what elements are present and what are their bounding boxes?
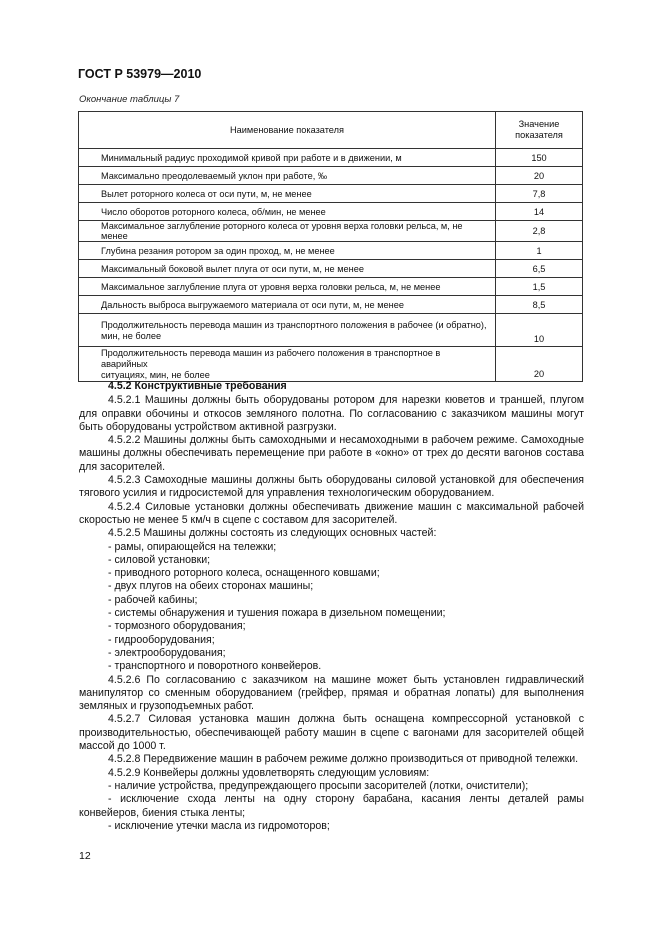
list-item: - двух плугов на обеих сторонах машины; (108, 580, 314, 593)
table-row (79, 221, 583, 242)
row-value: 20 (496, 347, 583, 382)
table-caption: Окончание таблицы 7 (79, 94, 180, 105)
page-number: 12 (79, 850, 91, 862)
row-name: Вылет роторного колеса от оси пути, м, не менее (79, 185, 496, 203)
table-row (79, 314, 583, 347)
row-name-line1: Продолжительность перевода машин из транспортного положения в рабочее (и обратно), (101, 319, 487, 330)
row-name: Дальность выброса выгружаемого материала от оси пути, м, не менее (79, 296, 496, 314)
list-item: - системы обнаружения и тушения пожара в дизельном помещении; (108, 607, 446, 620)
table-row (79, 167, 583, 185)
row-name-line2: ситуациях, мин, не более (101, 370, 210, 380)
row-value: 6,5 (496, 260, 583, 278)
row-name: Максимальный боковой вылет плуга от оси пути, м, не менее (79, 260, 496, 278)
column-header-value-line1: Значение (518, 119, 560, 129)
row-name (79, 314, 496, 347)
row-value: 10 (496, 314, 583, 347)
list-item: - исключение утечки масла из гидромоторов; (108, 819, 330, 832)
table-header-row (79, 112, 583, 149)
row-name-line1: Продолжительность перевода машин из рабочего положения в транспортное в аварийных (101, 348, 441, 369)
row-name: Максимальное заглубление плуга от уровня верха головки рельса, м, не менее (79, 278, 496, 296)
list-item: - гидрооборудования; (108, 633, 215, 646)
row-name: Глубина резания ротором за один проход, м, не менее (79, 242, 496, 260)
column-header-value-line2: показателя (515, 130, 563, 140)
list-item: - рамы, опирающейся на тележки; (108, 540, 277, 553)
paragraph: 4.5.2.6 По согласованию с заказчиком на машине может быть установлен гидравлический манипулятор со сменным оборудованием (грейфер, прямая и обратная лопаты) для выполнения земляных и грузоподъемных работ. (79, 673, 584, 713)
list-item: - тормозного оборудования; (108, 620, 246, 633)
list-item: - приводного роторного колеса, оснащенного ковшами; (108, 567, 380, 580)
table-row (79, 347, 583, 382)
table-row (79, 185, 583, 203)
document-header: ГОСТ Р 53979—2010 (78, 67, 202, 81)
row-name: Минимальный радиус проходимой кривой при работе и в движении, м (79, 149, 496, 167)
row-value: 14 (496, 203, 583, 221)
paragraph: 4.5.2.9 Конвейеры должны удовлетворять следующим условиям: (108, 766, 430, 779)
parameters-table (78, 111, 583, 382)
row-value: 1,5 (496, 278, 583, 296)
list-item: - наличие устройства, предупреждающего просыпи засорителей (лотки, очистители); (108, 779, 529, 792)
row-name: Максимально преодолеваемый уклон при работе, ‰ (79, 167, 496, 185)
paragraph: 4.5.2.1 Машины должны быть оборудованы ротором для нарезки кюветов и траншей, плугом для оправки обочины и откосов земляного полотна. По согласованию с заказчиком машины могут быть оборудованы устройством активной разгрузки. (79, 394, 584, 433)
row-name: Максимальное заглубление роторного колеса от уровня верха головки рельса, м, не менее (79, 221, 496, 242)
table-row (79, 242, 583, 260)
row-value: 150 (496, 149, 583, 167)
paragraph: 4.5.2.3 Самоходные машины должны быть оборудованы силовой установкой для обеспечения тягового усилия и гидросистемой для управления технологическим оборудованием. (79, 474, 584, 500)
table-row (79, 278, 583, 296)
paragraph: 4.5.2.7 Силовая установка машин должна быть оснащена компрессорной установкой с производительностью, обеспечивающей работу машин в сцепе с вагонами для засорителей общей массой до 1000 т. (79, 713, 584, 753)
row-value: 1 (496, 242, 583, 260)
list-item: - транспортного и поворотного конвейеров. (108, 660, 322, 673)
row-name (79, 347, 496, 382)
section-body (79, 380, 584, 833)
row-value: 2,8 (496, 221, 583, 242)
row-value: 7,8 (496, 185, 583, 203)
section-heading: 4.5.2 Конструктивные требования (108, 380, 287, 392)
row-name: Число оборотов роторного колеса, об/мин, не менее (79, 203, 496, 221)
column-header-name: Наименование показателя (79, 112, 496, 149)
table-row (79, 260, 583, 278)
list-item: - электрооборудования; (108, 646, 226, 659)
list-item: - силовой установки; (108, 553, 211, 566)
paragraph: 4.5.2.8 Передвижение машин в рабочем режиме должно производиться от приводной тележки. (108, 753, 579, 766)
row-name-line2: мин, не более (101, 330, 162, 341)
paragraph: 4.5.2.5 Машины должны состоять из следующих основных частей: (108, 527, 437, 540)
column-header-value (496, 112, 583, 149)
list-item: - рабочей кабины; (108, 593, 198, 606)
paragraph: 4.5.2.4 Силовые установки должны обеспечивать движение машин с максимальной рабочей скоростью не менее 5 км/ч в сцепе с составом для засорителей. (79, 500, 584, 526)
list-item: - исключение схода ленты на одну сторону барабана, касания ленты деталей рамы конвейеров, биения стыка ленты; (79, 793, 584, 819)
row-value: 20 (496, 167, 583, 185)
table-row (79, 149, 583, 167)
table-row (79, 296, 583, 314)
table-row (79, 203, 583, 221)
paragraph: 4.5.2.2 Машины должны быть самоходными и несамоходными в рабочем режиме. Самоходные машины должны обеспечивать перемещение при работе в «окно» от трех до десяти вагонов состава для засорителей. (79, 434, 584, 473)
row-value: 8,5 (496, 296, 583, 314)
